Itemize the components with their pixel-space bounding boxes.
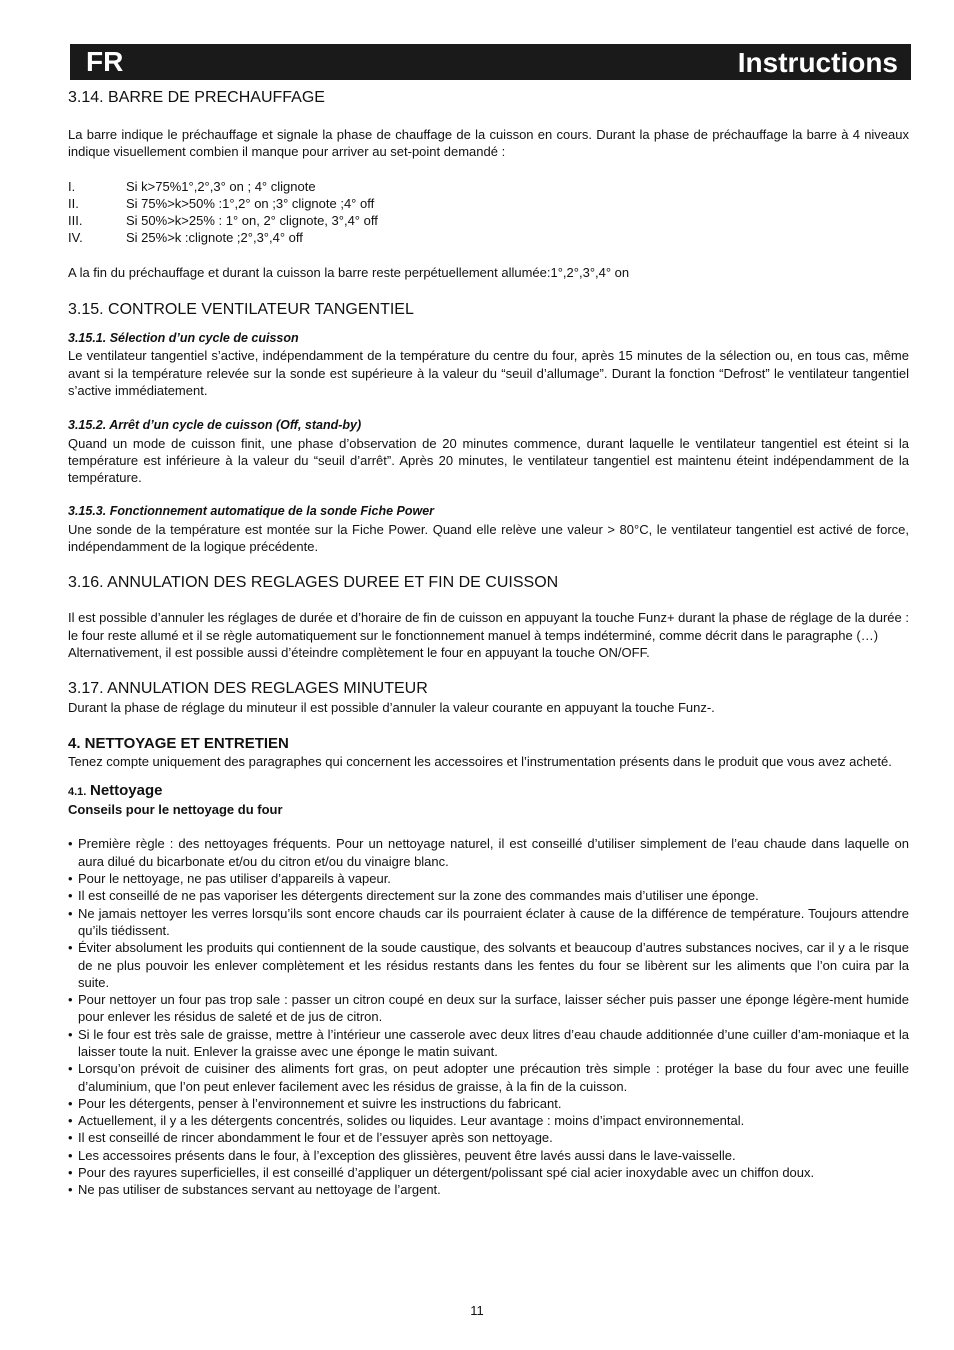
list-item-text: Si 25%>k :clignote ;2°,3°,4° off: [126, 230, 303, 246]
list-item: • Première règle : des nettoyages fréquents. Pour un nettoyage naturel, il est conseillé d’utiliser simplement de l’eau chaude dans laquelle on aura dilué du bicarbonate et/ou du citron et/ou du vinaigre blanc.: [68, 835, 909, 870]
roman-numeral: II.: [68, 195, 79, 211]
list-item: • Pour le nettoyage, ne pas utiliser d’appareils à vapeur.: [68, 870, 909, 887]
subsection-3-15-3-title: 3.15.3. Fonctionnement automatique de la sonde Fiche Power: [68, 504, 435, 519]
preheat-level-list: [68, 178, 909, 247]
list-item: • Les accessoires présents dans le four, à l’exception des glissières, peuvent être lavés aussi dans le lave-vaisselle.: [68, 1147, 909, 1164]
language-code: FR: [86, 46, 124, 77]
list-item: • Pour nettoyer un four pas trop sale : passer un citron coupé en deux sur la surface, laisser sécher puis passer une éponge légère-ment humide pour enlever les résidus de saleté et de jus de citron.: [68, 991, 909, 1026]
page-number: 11: [470, 1303, 484, 1318]
list-item: • Ne jamais nettoyer les verres lorsqu’ils sont encore chauds car ils pourraient éclater à cause de la différence de température. Toujours attendre qu’ils tiédissent.: [68, 905, 909, 940]
roman-numeral: III.: [68, 213, 83, 229]
list-item: [68, 195, 909, 212]
section-3-14-intro: La barre indique le préchauffage et signale la phase de chauffage de la cuisson en cours. Durant la phase de préchauffage la barre à 4 niveaux indique visuellement combien il manque pour arriver au set-point demandé :: [68, 127, 909, 160]
section-4-text: Tenez compte uniquement des paragraphes qui concernent les accessoires et l’instrumentation présents dans le produit que vous avez acheté.: [68, 753, 892, 769]
roman-numeral: I.: [68, 178, 76, 194]
subsection-4-1-number: 4.1.: [68, 785, 87, 798]
list-item: [68, 178, 909, 195]
list-item: [68, 212, 909, 229]
section-3-17-text: Durant la phase de réglage du minuteur il est possible d’annuler la valeur courante en appuyant la touche Funz-.: [68, 700, 715, 716]
list-item: • Pour les détergents, penser à l’environnement et suivre les instructions du fabricant.: [68, 1095, 909, 1112]
section-4-heading: 4. NETTOYAGE ET ENTRETIEN: [68, 734, 289, 752]
cleaning-advice-list: [68, 835, 909, 1198]
list-item: • Lorsqu’on prévoit de cuisiner des aliments fort gras, on peut adopter une précaution très simple : protéger la base du four avec une feuille d’aluminium, que l’on peut enlever facilement avec les résidus de graisse, à la fin de la cuisson.: [68, 1060, 909, 1095]
section-3-14-heading: 3.14. BARRE DE PRECHAUFFAGE: [68, 89, 325, 106]
section-3-15-heading: 3.15. CONTROLE VENTILATEUR TANGENTIEL: [68, 301, 414, 319]
subsection-3-15-3-text: Une sonde de la température est montée sur la Fiche Power. Quand elle relève une valeur > 80°C, le ventilateur tangentiel est activé de force, indépendamment de la logique précédente.: [68, 521, 909, 555]
list-item: • Il est conseillé de ne pas vaporiser les détergents directement sur la zone des commandes mais d’utiliser une éponge.: [68, 887, 909, 904]
section-3-16-text: Il est possible d’annuler les réglages de durée et d’horaire de fin de cuisson en appuyant la touche Funz+ durant la phase de réglage de la durée : le four reste allumé et il se règle automatiquement sur le fonctionnement manuel à temps indéterminé, comme décrit dans le paragraphe (…): [68, 610, 909, 643]
list-item: • Ne pas utiliser de substances servant au nettoyage de l’argent.: [68, 1181, 909, 1198]
subsection-3-15-2-title: 3.15.2. Arrêt d’un cycle de cuisson (Off, stand-by): [68, 418, 362, 433]
list-item-text: Si k>75%1°,2°,3° on ; 4° clignote: [126, 178, 316, 194]
subsection-4-1-heading: [68, 782, 909, 801]
list-item-text: Si 75%>k>50% :1°,2° on ;3° clignote ;4° off: [126, 195, 375, 211]
subsection-3-15-1-title: 3.15.1. Sélection d’un cycle de cuisson: [68, 331, 299, 346]
section-3-16-alternative: Alternativement, il est possible aussi d’éteindre complètement le four en appuyant la touche ON/OFF.: [68, 644, 650, 660]
document-body: [68, 88, 909, 1199]
section-3-14-outro: A la fin du préchauffage et durant la cuisson la barre reste perpétuellement allumée:1°,2°,3°,4° on: [68, 264, 630, 280]
list-item: [68, 229, 909, 246]
page-header-bar: [70, 44, 911, 80]
page-title: Instructions: [737, 47, 898, 78]
cleaning-advice-title: Conseils pour le nettoyage du four: [68, 802, 283, 818]
roman-numeral: IV.: [68, 230, 83, 246]
section-3-17-heading: 3.17. ANNULATION DES REGLAGES MINUTEUR: [68, 680, 428, 698]
list-item-text: Si 50%>k>25% : 1° on, 2° clignote, 3°,4° off: [126, 213, 378, 229]
list-item: • Pour des rayures superficielles, il est conseillé d’appliquer un détergent/polissant spé cial acier inoxydable avec un chiffon doux.: [68, 1164, 909, 1181]
list-item: • Éviter absolument les produits qui contiennent de la soude caustique, des solvants et beaucoup d’autres substances nocives, car il y a le risque de ne plus pouvoir les enlever complètement et les résidus restants dans les fentes du four se libèrent sur les aliments que l’on cuira par la suite.: [68, 939, 909, 991]
list-item: • Si le four est très sale de graisse, mettre à l’intérieur une casserole avec deux litres d’eau chaude additionnée d’une cuiller d’am-moniaque et la laisser toute la nuit. Enlever la graisse avec une éponge le matin suivant.: [68, 1026, 909, 1061]
section-3-16-heading: 3.16. ANNULATION DES REGLAGES DUREE ET FIN DE CUISSON: [68, 574, 559, 592]
list-item: • Actuellement, il y a les détergents concentrés, solides ou liquides. Leur avantage : moins d’impact environnemental.: [68, 1112, 909, 1129]
list-item: • Il est conseillé de rincer abondamment le four et de l’essuyer après son nettoyage.: [68, 1129, 909, 1146]
subsection-4-1-title: Nettoyage: [89, 781, 163, 799]
subsection-3-15-2-text: Quand un mode de cuisson finit, une phase d’observation de 20 minutes commence, durant laquelle le ventilateur tangentiel est éteint si la température est inférieure à la valeur du “seuil d’arrêt”. Après 20 minutes, le ventilateur tangentiel est maintenu éteint indépendamment de la température.: [68, 435, 909, 486]
subsection-3-15-1-text: Le ventilateur tangentiel s’active, indépendamment de la température du centre du four, après 15 minutes de la sélection ou, en tous cas, même avant si la température relevée sur la sonde est supérieure à la valeur du “seuil d’allumage”. Durant la fonction “Defrost” le ventilateur tangentiel s’active immédiatement.: [68, 348, 909, 398]
